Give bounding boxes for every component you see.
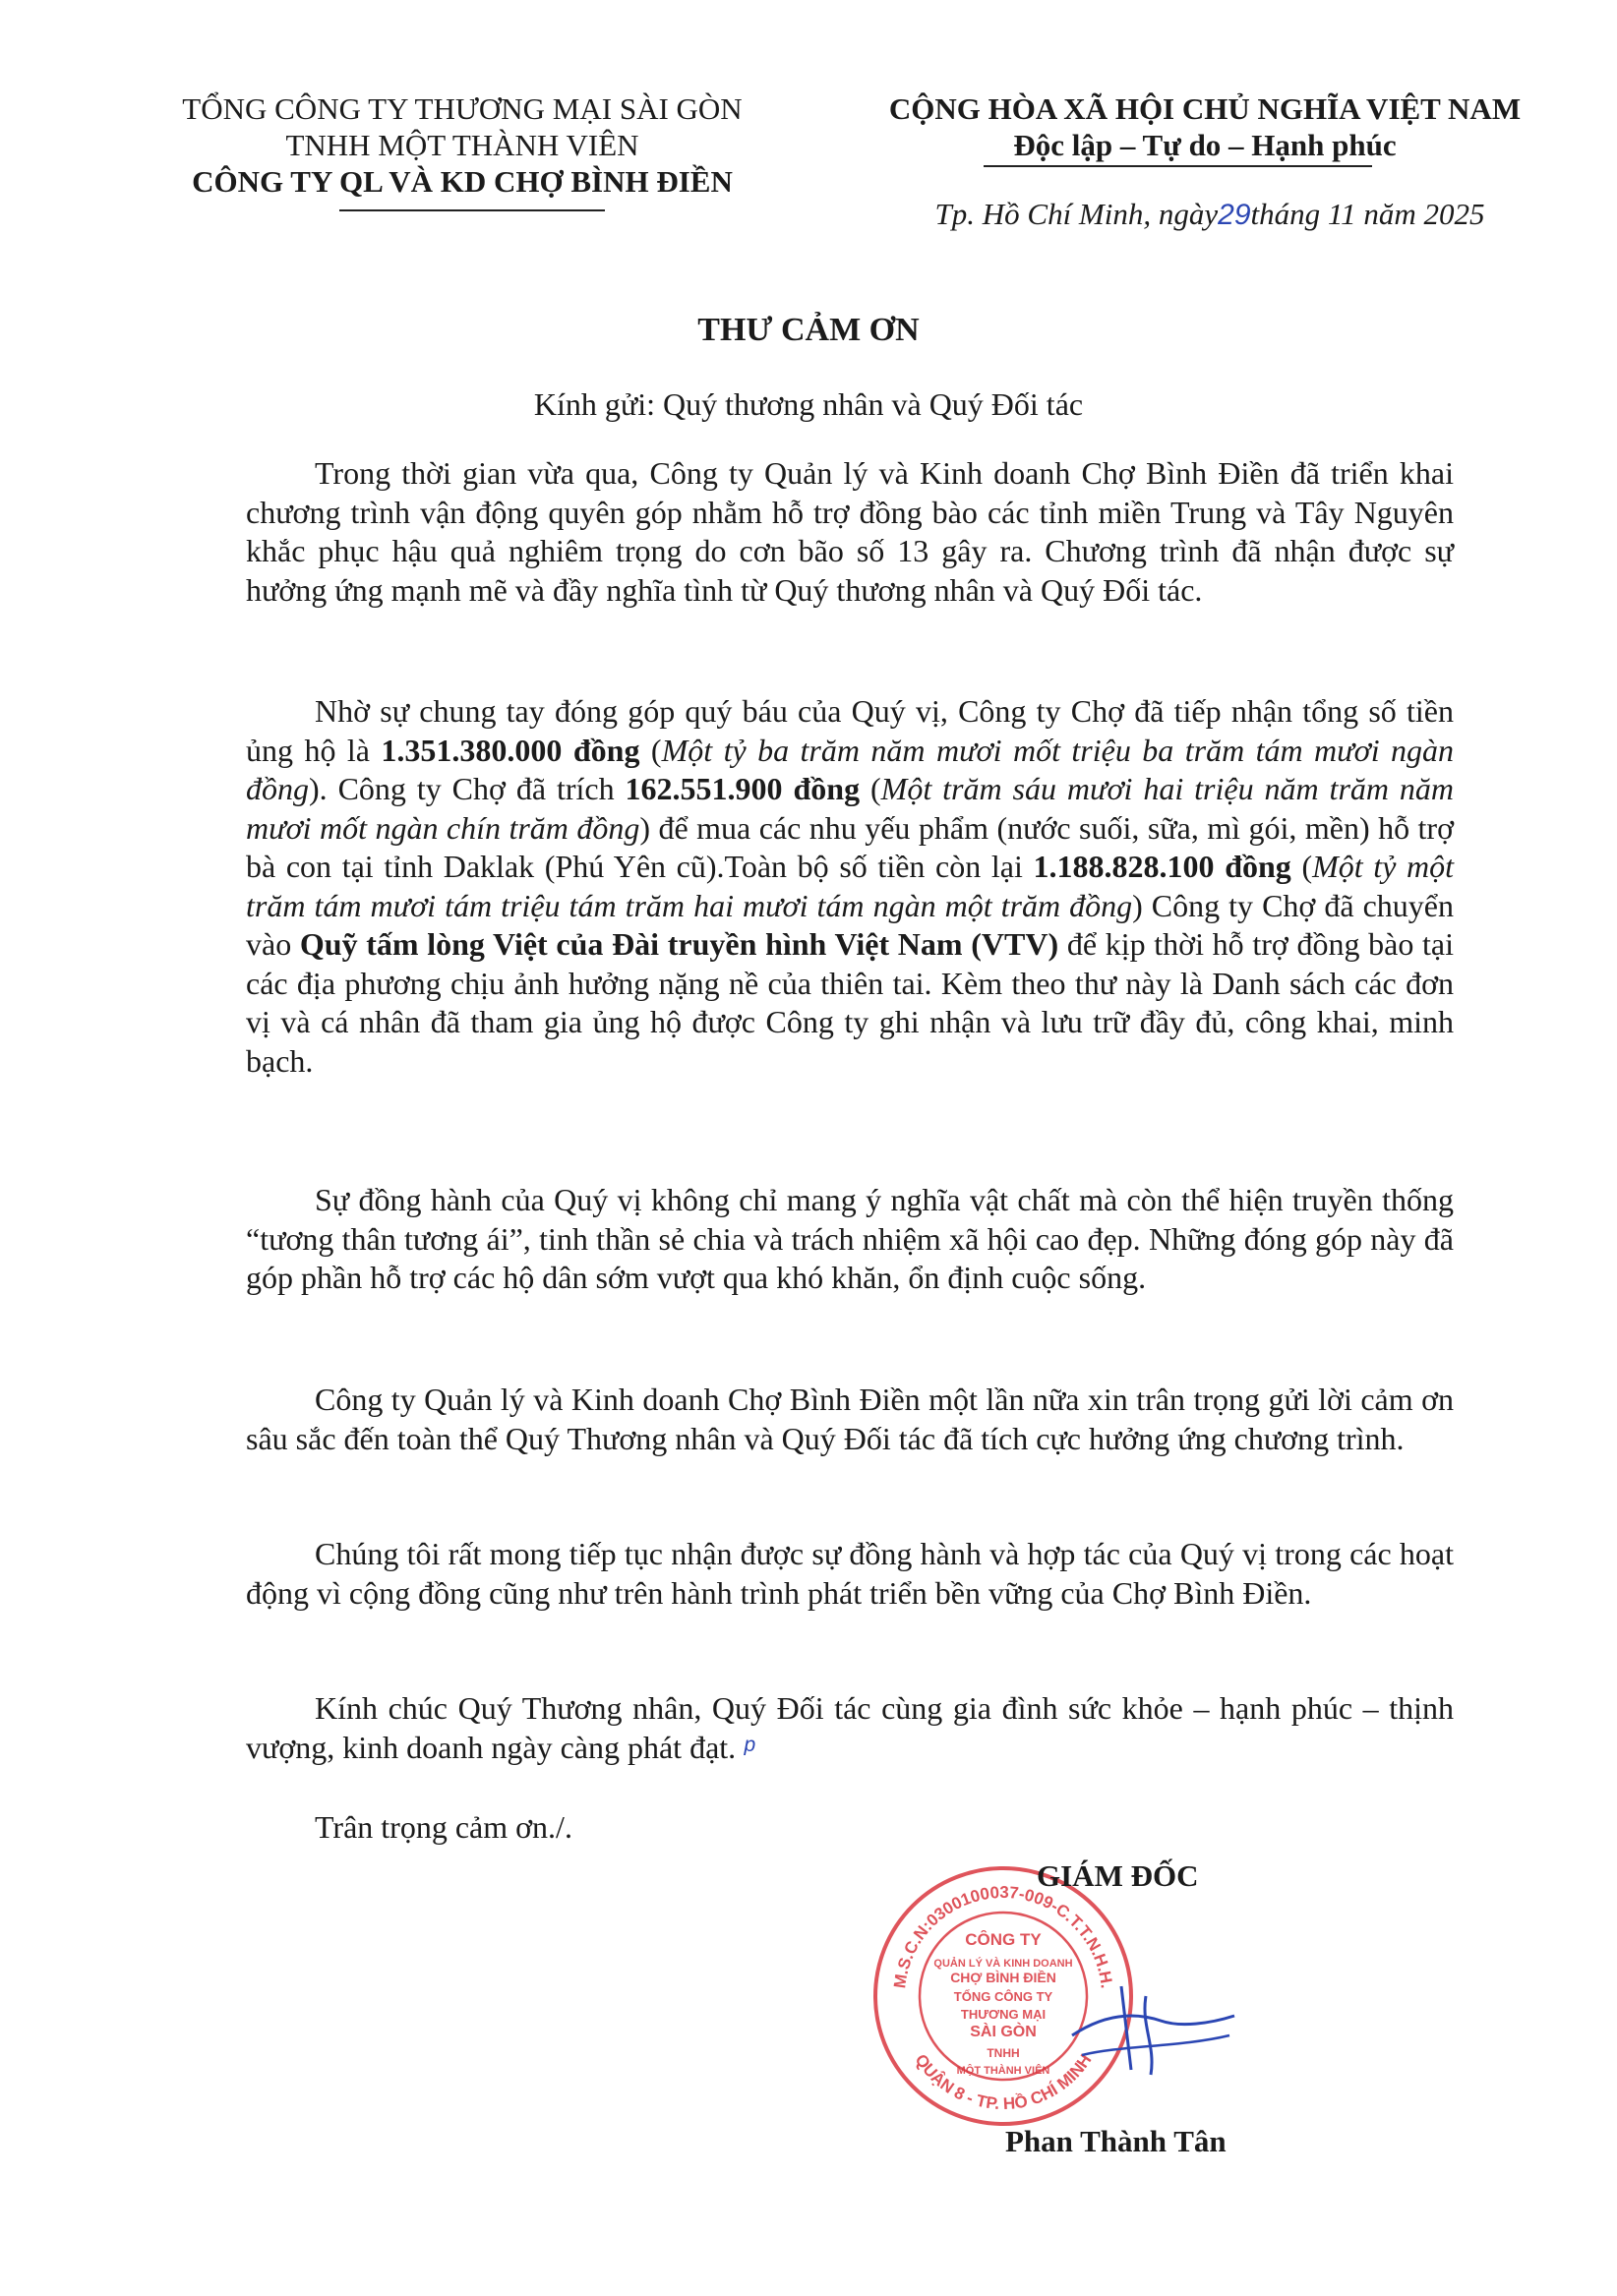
- initial-mark: ᵖ: [744, 1732, 755, 1765]
- paragraph-2: [246, 692, 1454, 1081]
- dateline-day-handwritten: 29: [1218, 199, 1251, 231]
- total-donation-in-words: Một tỷ ba trăm năm mươi mốt triệu ba trăm tám mươi ngàn đồng: [246, 732, 1455, 806]
- issuer-block: [148, 90, 777, 200]
- recipient-line: Kính gửi: Quý thương nhân và Quý Đối tác: [533, 386, 1084, 422]
- p2-text-i: ) để mua các nhu yếu phẩm (nước suối, sữa, mì gói, mền) hỗ trợ bà con tại tỉnh Daklak (Phú Yên cũ).Toàn bộ số tiền còn lại: [246, 809, 1455, 884]
- svg-text:M.S.C.N:0300100037-009-C.T.T.N: M.S.C.N:0300100037-009-C.T.T.N.H.H.: [890, 1882, 1116, 1990]
- paragraph-3: Sự đồng hành của Quý vị không chỉ mang ý nghĩa vật chất mà còn thể hiện truyền thống “tương thân tương ái”, tinh thần sẻ chia và trách nhiệm xã hội cao đẹp. Những đóng góp này đã góp phần hỗ trợ các hộ dân sớm vượt qua khó khăn, ổn định cuộc sống.: [246, 1182, 1454, 1295]
- letter-title: THƯ CẢM ƠN: [697, 312, 920, 348]
- issuer-underline: [339, 209, 605, 211]
- stamp-inner-line: CÔNG TY: [965, 1930, 1042, 1949]
- supplies-amount: 162.551.900 đồng: [625, 771, 861, 806]
- stamp-inner-line: TỔNG CÔNG TY: [953, 1989, 1053, 2004]
- national-motto: Độc lập – Tự do – Hạnh phúc: [1013, 128, 1397, 162]
- stamp-inner-line: THƯƠNG MẠI: [960, 2007, 1047, 2022]
- supplies-amount-in-words: Một trăm sáu mươi hai triệu năm trăm năm mươi mốt ngàn chín trăm đồng: [246, 771, 1455, 846]
- remaining-amount-in-words: Một tỷ một trăm tám mươi tám triệu tám trăm hai mươi tám ngàn một trăm đồng: [246, 849, 1455, 923]
- national-name: CỘNG HÒA XÃ HỘI CHỦ NGHĨA VIỆT NAM: [888, 91, 1522, 126]
- p2-text-g: (: [860, 771, 881, 806]
- stamp-inner-line: MỘT THÀNH VIÊN: [956, 2065, 1050, 2077]
- paragraph-6: [246, 1689, 1454, 1768]
- remaining-amount: 1.188.828.100 đồng: [1033, 849, 1291, 884]
- dateline-suffix: tháng 11 năm 2025: [1250, 197, 1485, 231]
- p2-text-a: Nhờ sự chung tay đóng góp quý báu của Quý vị, Công ty Chợ đã tiếp nhận tổng số tiền ủng hộ là: [246, 693, 1454, 768]
- dateline: [885, 197, 1534, 232]
- dateline-prefix: Tp. Hồ Chí Minh, ngày: [934, 197, 1219, 231]
- p2-text-m: ) Công ty Chợ đã chuyển vào: [246, 887, 1455, 962]
- stamp-inner-line: TNHH: [987, 2046, 1020, 2060]
- issuer-company: CÔNG TY QL VÀ KD CHỢ BÌNH ĐIỀN: [192, 164, 733, 199]
- paragraph-1: Trong thời gian vừa qua, Công ty Quản lý và Kinh doanh Chợ Bình Điền đã triển khai chương trình vận động quyên góp nhằm hỗ trợ đồng bào các tỉnh miền Trung và Tây Nguyên khắc phục hậu quả nghiêm trọng do cơn bão số 13 gây ra. Chương trình đã nhận được sự hưởng ứng mạnh mẽ và đầy nghĩa tình từ Quý thương nhân và Quý Đối tác.: [246, 455, 1454, 608]
- signer-name: Phan Thành Tân: [1005, 2124, 1227, 2158]
- director-signature: [1062, 1976, 1239, 2085]
- national-motto-block: [831, 90, 1579, 163]
- stamp-inner-line: CHỢ BÌNH ĐIỀN: [950, 1970, 1056, 1985]
- svg-text:QUẬN 8 - TP. HỒ CHÍ MINH: QUẬN 8 - TP. HỒ CHÍ MINH: [911, 2050, 1096, 2114]
- signer-title: GIÁM ĐỐC: [1037, 1858, 1199, 1893]
- p2-text-k: (: [1290, 849, 1313, 884]
- stamp-inner-line: SÀI GÒN: [970, 2024, 1037, 2040]
- motto-underline: [984, 165, 1372, 167]
- p2-text-c: (: [639, 732, 662, 768]
- closing-line: Trân trọng cảm ơn./.: [315, 1809, 572, 1845]
- paragraph-4: Công ty Quản lý và Kinh doanh Chợ Bình Điền một lần nữa xin trân trọng gửi lời cảm ơn sâu sắc đến toàn thể Quý Thương nhân và Quý Đối tác đã tích cực hưởng ứng chương trình.: [246, 1382, 1454, 1456]
- p2-text-e: ). Công ty Chợ đã trích: [309, 771, 626, 806]
- issuer-parent-line2: TNHH MỘT THÀNH VIÊN: [285, 128, 639, 162]
- paragraph-5: Chúng tôi rất mong tiếp tục nhận được sự đồng hành và hợp tác của Quý vị trong các hoạt động vì cộng đồng cũng như trên hành trình phát triển bền vững của Chợ Bình Điền.: [246, 1536, 1454, 1611]
- stamp-inner-line: QUẢN LÝ VÀ KINH DOANH: [933, 1958, 1073, 1970]
- p2-text-o: để kịp thời hỗ trợ đồng bào tại các địa phương chịu ảnh hưởng nặng nề của thiên tai. Kèm theo thư này là Danh sách các đơn vị và cá nhân đã tham gia ủng hộ được Công ty ghi nhận và lưu trữ đầy đủ, công khai, minh bạch.: [246, 926, 1455, 1079]
- total-donation-amount: 1.351.380.000 đồng: [381, 732, 640, 768]
- issuer-parent-line1: TỔNG CÔNG TY THƯƠNG MẠI SÀI GÒN: [182, 91, 743, 126]
- p6-text: Kính chúc Quý Thương nhân, Quý Đối tác cùng gia đình sức khỏe – hạnh phúc – thịnh vượng, kinh doanh ngày càng phát đạt.: [246, 1690, 1454, 1765]
- vtv-fund-name: Quỹ tấm lòng Việt của Đài truyền hình Việt Nam (VTV): [299, 926, 1059, 962]
